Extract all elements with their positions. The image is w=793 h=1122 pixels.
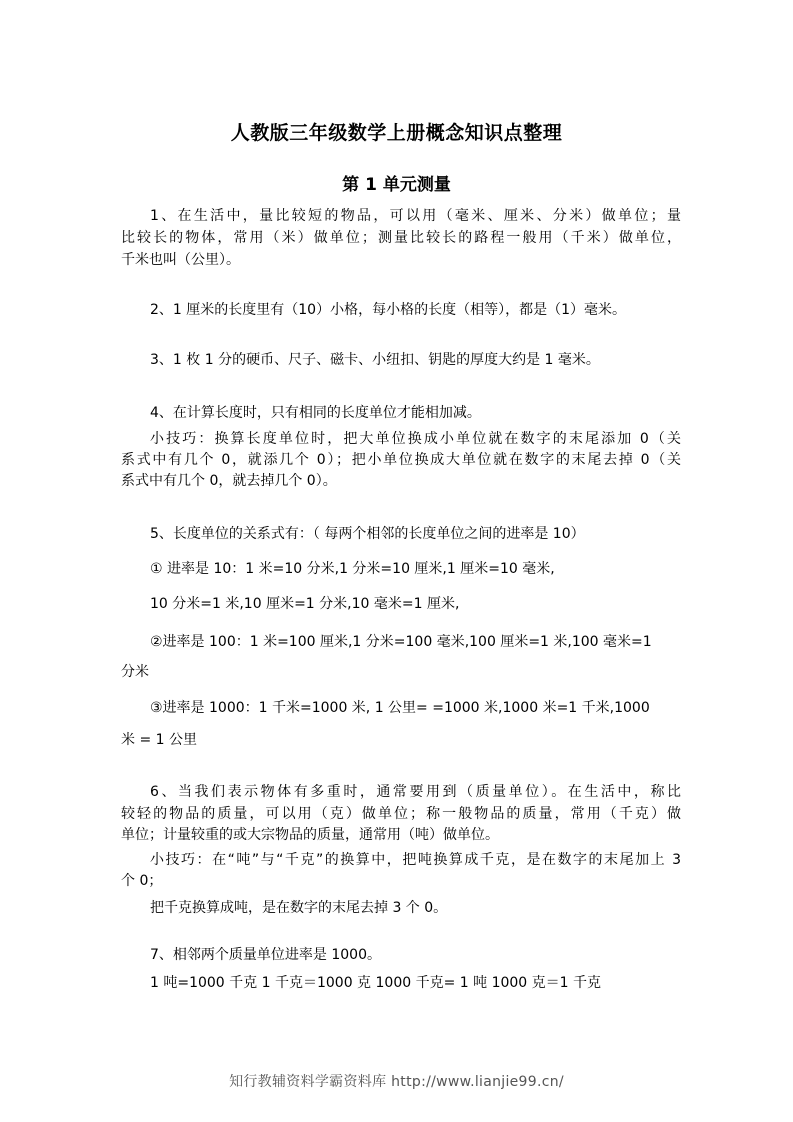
footer-watermark: 知行教辅资料学霸资料库 http://www.lianjie99.cn/ — [229, 1074, 564, 1090]
paragraph-line: ②进率是 100：1 米=100 厘米,1 分米=100 毫米,100 厘米=1 米,100 毫米=1 — [150, 634, 652, 650]
paragraph-line: 千米也叫（公里）。 — [121, 252, 240, 268]
paragraph-line: 1、在生活中，量比较短的物品，可以用（毫米、厘米、分米）做单位；量 — [150, 208, 681, 224]
paragraph-line: 1 吨=1000 千克 1 千克＝1000 克 1000 千克= 1 吨 1000 克＝1 千克 — [150, 975, 602, 991]
paragraph-line: 较轻的物品的质量，可以用（克）做单位；称一般物品的质量，常用（千克）做 — [121, 806, 681, 822]
page-title: 人教版三年级数学上册概念知识点整理 — [230, 122, 563, 144]
paragraph-line: 系式中有几个 0，就去掉几个 0）。 — [121, 473, 337, 489]
paragraph-line: 系式中有几个 0，就添几个 0）；把小单位换成大单位就在数字的末尾去掉 0（关 — [121, 452, 681, 468]
paragraph-line: 5、长度单位的关系式有：（ 每两个相邻的长度单位之间的进率是 10） — [150, 526, 585, 542]
unit-heading: 第 1 单元测量 — [342, 175, 451, 195]
paragraph-line: 7、相邻两个质量单位进率是 1000。 — [150, 947, 381, 963]
paragraph-line: 米 = 1 公里 — [121, 732, 197, 748]
paragraph-line: 把千克换算成吨，是在数字的末尾去掉 3 个 0。 — [150, 900, 448, 916]
paragraph-line: 分米 — [121, 664, 149, 680]
paragraph-line: 10 分米=1 米,10 厘米=1 分米,10 毫米=1 厘米, — [150, 596, 460, 612]
paragraph-line: 小技巧：在“吨”与“千克”的换算中，把吨换算成千克，是在数字的末尾加上 3 — [150, 852, 681, 868]
paragraph-line: 个 0； — [121, 873, 163, 889]
paragraph-line: 小技巧：换算长度单位时，把大单位换成小单位就在数字的末尾添加 0（关 — [150, 431, 681, 447]
paragraph-line: 比较长的物体，常用（米）做单位；测量比较长的路程一般用（千米）做单位， — [121, 230, 681, 246]
paragraph-line: 4、在计算长度时，只有相同的长度单位才能相加减。 — [150, 405, 481, 421]
paragraph-line: ③进率是 1000：1 千米=1000 米, 1 公里= =1000 米,1000 米=1 千米,1000 — [150, 700, 650, 716]
paragraph-line: 6、当我们表示物体有多重时，通常要用到（质量单位）。在生活中，称比 — [150, 784, 681, 800]
paragraph-line: ① 进率是 10：1 米=10 分米,1 分米=10 厘米,1 厘米=10 毫米, — [150, 561, 555, 577]
paragraph-line: 2、1 厘米的长度里有（10）小格，每小格的长度（相等），都是（1）毫米。 — [150, 302, 626, 318]
paragraph-line: 3、1 枚 1 分的硬币、尺子、磁卡、小纽扣、钥匙的厚度大约是 1 毫米。 — [150, 352, 600, 368]
paragraph-line: 单位；计量较重的或大宗物品的质量，通常用（吨）做单位。 — [121, 827, 499, 843]
